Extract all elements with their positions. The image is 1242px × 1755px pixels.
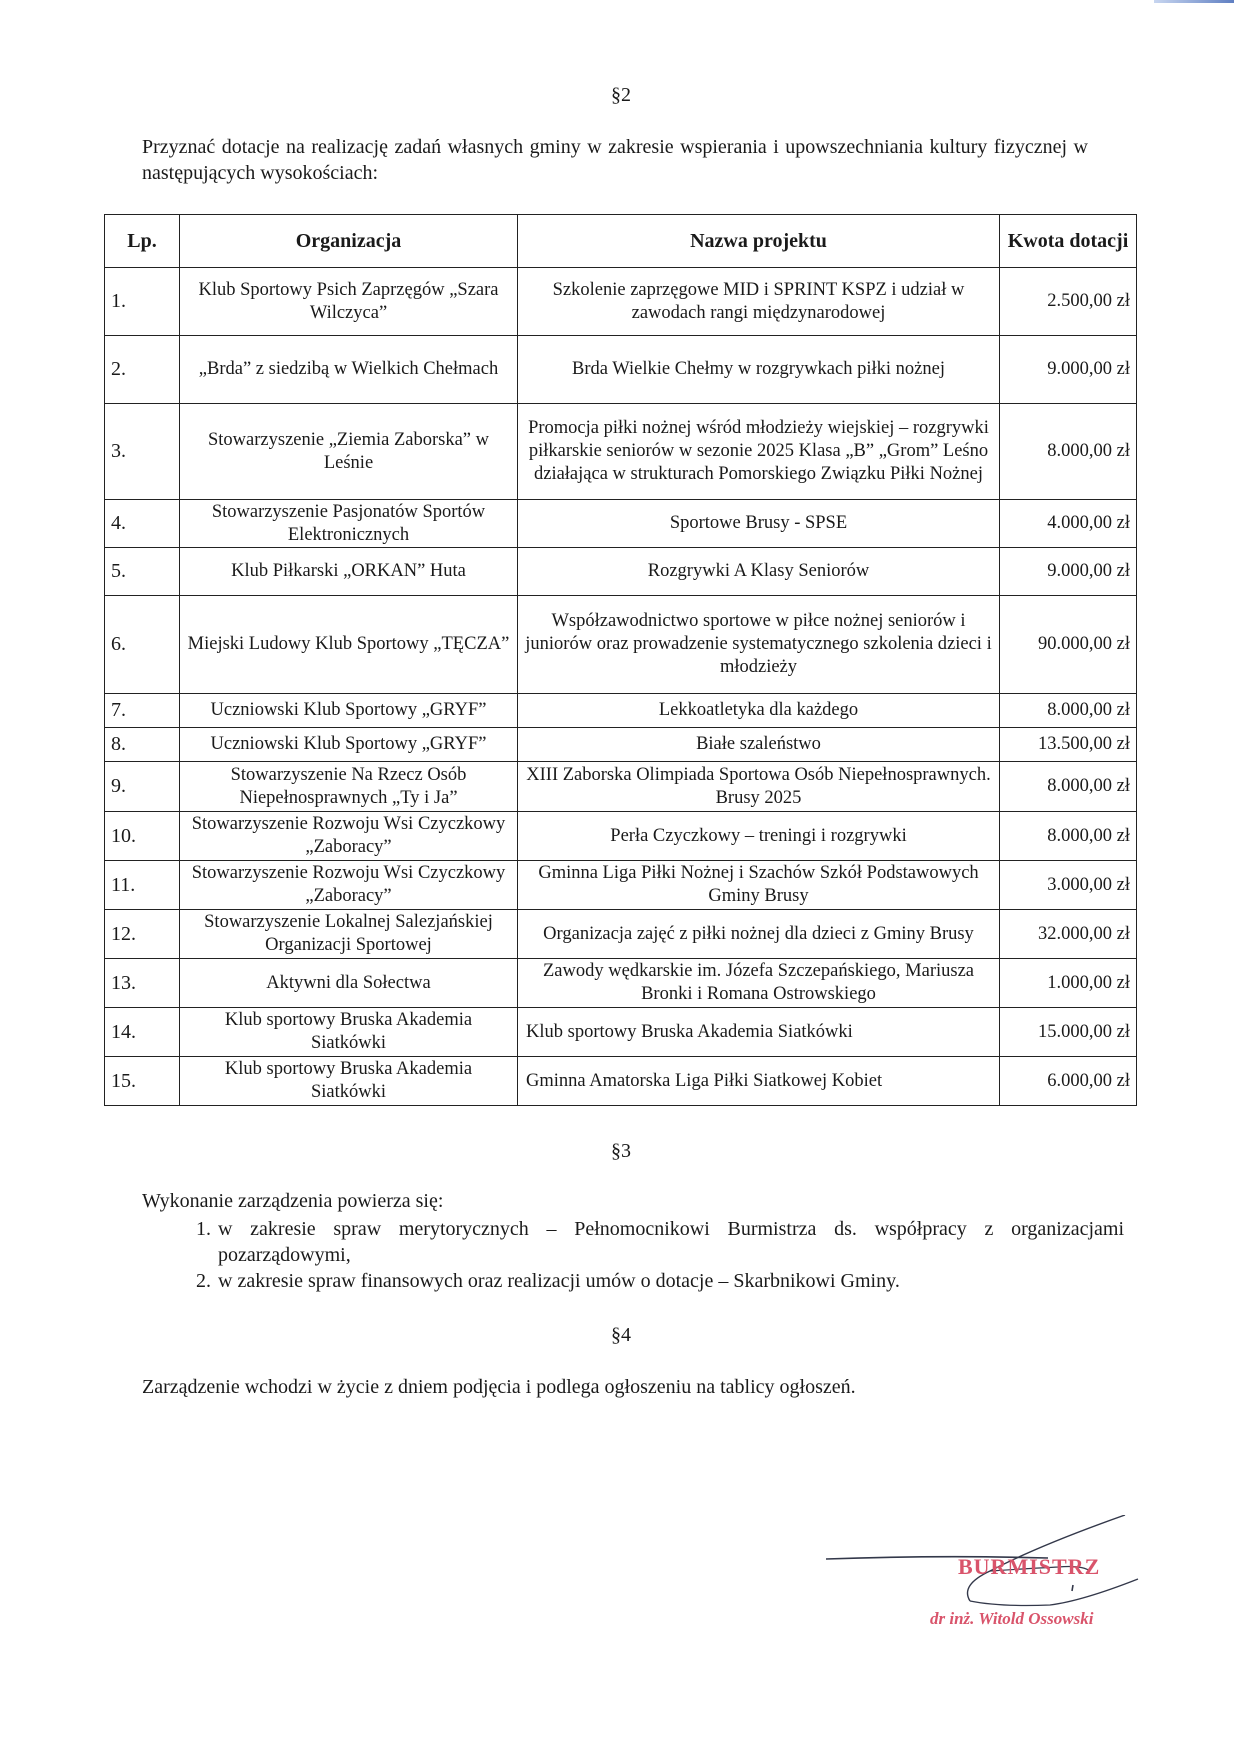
row-amount: 8.000,00 zł — [1000, 762, 1137, 812]
row-amount: 8.000,00 zł — [1000, 694, 1137, 728]
row-organization: „Brda” z siedzibą w Wielkich Chełmach — [180, 336, 518, 404]
row-project: Zawody wędkarskie im. Józefa Szczepańskiego, Mariusza Bronki i Romana Ostrowskiego — [518, 959, 1000, 1008]
row-project: Sportowe Brusy - SPSE — [518, 500, 1000, 548]
list-item: 1. w zakresie spraw merytorycznych – Pełnomocnikowi Burmistrza ds. współpracy z organizacjami pozarządowymi, — [216, 1216, 1124, 1268]
row-amount: 1.000,00 zł — [1000, 959, 1137, 1008]
row-number: 12. — [105, 910, 180, 959]
table-row — [105, 762, 1137, 812]
row-project: Lekkoatletyka dla każdego — [518, 694, 1000, 728]
row-number: 2. — [105, 336, 180, 404]
row-organization: Stowarzyszenie Lokalnej Salezjańskiej Organizacji Sportowej — [180, 910, 518, 959]
row-organization: Klub Piłkarski „ORKAN” Huta — [180, 548, 518, 596]
intro-paragraph: Przyznać dotacje na realizację zadań własnych gminy w zakresie wspierania i upowszechniania kultury fizycznej w następujących wysokościach: — [142, 136, 1088, 184]
table-row — [105, 861, 1137, 910]
table-row — [105, 548, 1137, 596]
header-lp: Lp. — [105, 215, 180, 268]
row-amount: 32.000,00 zł — [1000, 910, 1137, 959]
row-number: 14. — [105, 1008, 180, 1057]
row-project: Klub sportowy Bruska Akademia Siatkówki — [518, 1008, 1000, 1057]
row-project: Białe szaleństwo — [518, 728, 1000, 762]
table-row — [105, 812, 1137, 861]
table-header-row — [105, 215, 1137, 268]
grants-table — [104, 214, 1137, 1106]
row-amount: 9.000,00 zł — [1000, 336, 1137, 404]
row-number: 7. — [105, 694, 180, 728]
header-amount: Kwota dotacji — [1000, 215, 1137, 268]
execution-heading: Wykonanie zarządzenia powierza się: — [142, 1190, 444, 1212]
table-row — [105, 694, 1137, 728]
row-project: Rozgrywki A Klasy Seniorów — [518, 548, 1000, 596]
row-project: Współzawodnictwo sportowe w piłce nożnej seniorów i juniorów oraz prowadzenie systematycznego szkolenia dzieci i młodzieży — [518, 596, 1000, 694]
row-organization: Aktywni dla Sołectwa — [180, 959, 518, 1008]
row-amount: 9.000,00 zł — [1000, 548, 1137, 596]
row-project: Promocja piłki nożnej wśród młodzieży wiejskiej – rozgrywki piłkarskie seniorów w sezonie 2025 Klasa „B” „Grom” Leśno działająca w strukturach Pomorskiego Związku Piłki Nożnej — [518, 404, 1000, 500]
table-row — [105, 596, 1137, 694]
row-project: XIII Zaborska Olimpiada Sportowa Osób Niepełnosprawnych. Brusy 2025 — [518, 762, 1000, 812]
row-project: Szkolenie zaprzęgowe MID i SPRINT KSPZ i udział w zawodach rangi międzynarodowej — [518, 268, 1000, 336]
final-provision: Zarządzenie wchodzi w życie z dniem podjęcia i podlega ogłoszeniu na tablicy ogłoszeń. — [142, 1376, 856, 1398]
row-amount: 8.000,00 zł — [1000, 404, 1137, 500]
section-mark-3: §3 — [611, 1140, 631, 1162]
row-project: Gminna Amatorska Liga Piłki Siatkowej Kobiet — [518, 1057, 1000, 1106]
table-row — [105, 500, 1137, 548]
row-organization: Stowarzyszenie „Ziemia Zaborska” w Leśnie — [180, 404, 518, 500]
row-organization: Stowarzyszenie Na Rzecz Osób Niepełnosprawnych „Ty i Ja” — [180, 762, 518, 812]
row-amount: 6.000,00 zł — [1000, 1057, 1137, 1106]
table-row — [105, 910, 1137, 959]
signature-title: BURMISTRZ — [958, 1554, 1101, 1579]
row-number: 10. — [105, 812, 180, 861]
row-organization: Klub sportowy Bruska Akademia Siatkówki — [180, 1008, 518, 1057]
table-row — [105, 268, 1137, 336]
row-number: 8. — [105, 728, 180, 762]
row-organization: Klub Sportowy Psich Zaprzęgów „Szara Wilczyca” — [180, 268, 518, 336]
row-number: 11. — [105, 861, 180, 910]
row-amount: 15.000,00 zł — [1000, 1008, 1137, 1057]
row-number: 6. — [105, 596, 180, 694]
header-project-name: Nazwa projektu — [518, 215, 1000, 268]
row-number: 9. — [105, 762, 180, 812]
list-item: 2. w zakresie spraw finansowych oraz realizacji umów o dotacje – Skarbnikowi Gminy. — [216, 1268, 1124, 1294]
row-number: 1. — [105, 268, 180, 336]
table-row — [105, 959, 1137, 1008]
section-mark-2: §2 — [611, 84, 631, 106]
row-organization: Uczniowski Klub Sportowy „GRYF” — [180, 728, 518, 762]
row-amount: 13.500,00 zł — [1000, 728, 1137, 762]
row-project: Gminna Liga Piłki Nożnej i Szachów Szkół Podstawowych Gminy Brusy — [518, 861, 1000, 910]
row-project: Organizacja zajęć z piłki nożnej dla dzieci z Gminy Brusy — [518, 910, 1000, 959]
row-number: 5. — [105, 548, 180, 596]
row-organization: Stowarzyszenie Rozwoju Wsi Czyczkowy „Zaboracy” — [180, 861, 518, 910]
row-number: 4. — [105, 500, 180, 548]
row-amount: 8.000,00 zł — [1000, 812, 1137, 861]
row-number: 15. — [105, 1057, 180, 1106]
section-mark-4: §4 — [611, 1324, 631, 1346]
header-organization: Organizacja — [180, 215, 518, 268]
scan-edge-mark — [1154, 0, 1234, 3]
row-project: Perła Czyczkowy – treningi i rozgrywki — [518, 812, 1000, 861]
table-row — [105, 404, 1137, 500]
row-organization: Stowarzyszenie Rozwoju Wsi Czyczkowy „Zaboracy” — [180, 812, 518, 861]
row-organization: Stowarzyszenie Pasjonatów Sportów Elektronicznych — [180, 500, 518, 548]
row-amount: 3.000,00 zł — [1000, 861, 1137, 910]
signature-stamp — [820, 1515, 1140, 1635]
row-organization: Klub sportowy Bruska Akademia Siatkówki — [180, 1057, 518, 1106]
signature-name: dr inż. Witold Ossowski — [930, 1609, 1094, 1628]
execution-list — [178, 1216, 1124, 1294]
row-project: Brda Wielkie Chełmy w rozgrywkach piłki nożnej — [518, 336, 1000, 404]
row-number: 13. — [105, 959, 180, 1008]
row-organization: Uczniowski Klub Sportowy „GRYF” — [180, 694, 518, 728]
table-row — [105, 336, 1137, 404]
table-row — [105, 1008, 1137, 1057]
row-amount: 2.500,00 zł — [1000, 268, 1137, 336]
row-number: 3. — [105, 404, 180, 500]
row-organization: Miejski Ludowy Klub Sportowy „TĘCZA” — [180, 596, 518, 694]
table-row — [105, 728, 1137, 762]
row-amount: 4.000,00 zł — [1000, 500, 1137, 548]
table-row — [105, 1057, 1137, 1106]
row-amount: 90.000,00 zł — [1000, 596, 1137, 694]
